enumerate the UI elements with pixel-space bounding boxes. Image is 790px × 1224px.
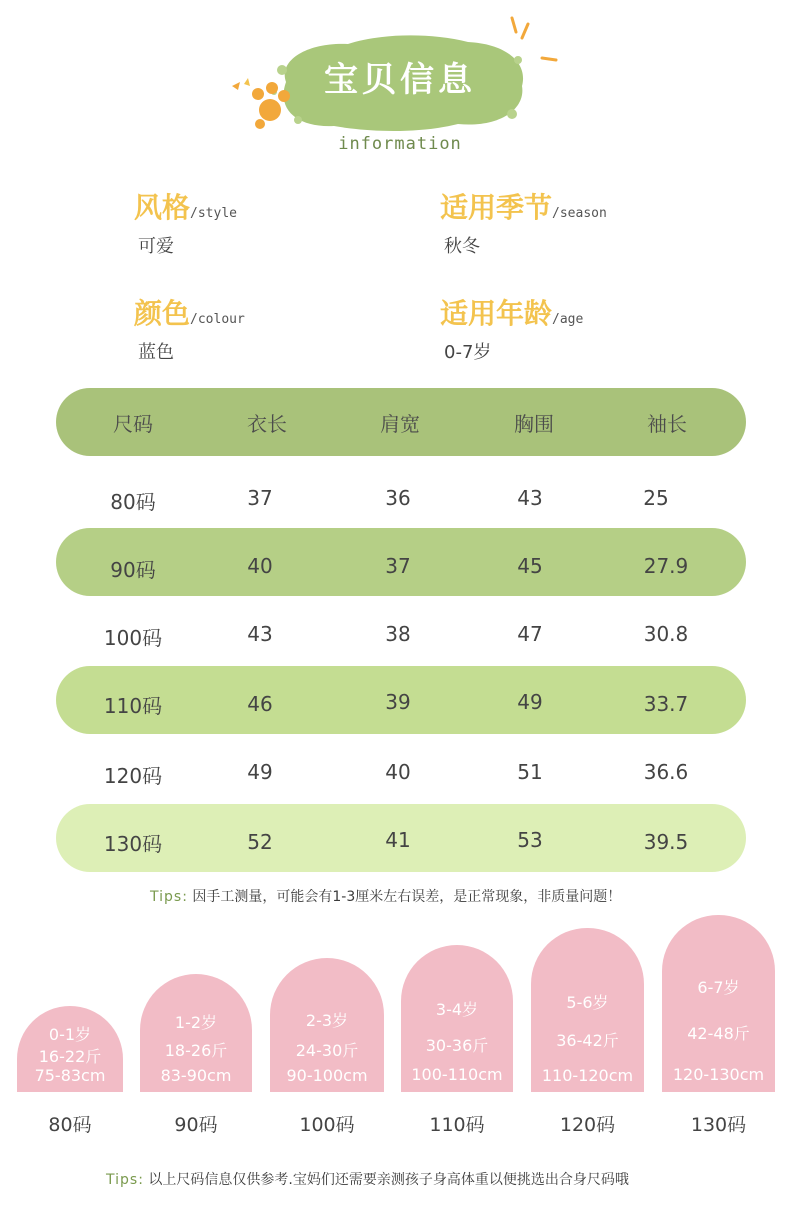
- table-header-cell: 衣长: [247, 412, 287, 436]
- table-cell: 36.6: [643, 760, 689, 784]
- guide-size-label: 80码: [48, 1114, 92, 1136]
- guide-weight: 18-26斤: [164, 1041, 228, 1060]
- table-cell: 43: [247, 622, 273, 646]
- table-cell: 38: [385, 622, 411, 646]
- table-cell: 49: [517, 690, 543, 714]
- size-guide-card: [17, 1006, 123, 1092]
- size-guide-card: [401, 945, 513, 1092]
- table-row: [56, 738, 746, 806]
- table-cell: 37: [247, 486, 273, 510]
- table-cell: 47: [517, 622, 543, 646]
- info-label-en: /colour: [190, 312, 245, 327]
- guide-height: 110-120cm: [541, 1066, 634, 1085]
- size-guide-card: [270, 958, 384, 1092]
- table-cell: 45: [517, 554, 543, 578]
- tips-text: 以上尺码信息仅供参考.宝妈们还需要亲测孩子身高体重以便挑选出合身尺码哦: [148, 1172, 629, 1188]
- size-table-header: [56, 388, 746, 456]
- guide-weight: 24-30斤: [295, 1041, 359, 1060]
- guide-age: 6-7岁: [697, 978, 740, 997]
- info-value: 蓝色: [138, 342, 174, 363]
- table-cell: 40: [247, 554, 273, 578]
- guide-height: 90-100cm: [286, 1066, 368, 1085]
- table-header-cell: 胸围: [514, 412, 554, 436]
- info-value: 0-7岁: [444, 342, 492, 363]
- guide-weight: 36-42斤: [556, 1031, 619, 1050]
- info-label: 风格: [134, 191, 191, 224]
- header: [0, 0, 790, 170]
- table-cell: 39: [385, 690, 411, 714]
- guide-size-label: 100码: [299, 1114, 355, 1136]
- size-guide-card: [531, 928, 644, 1092]
- info-label-en: /age: [552, 312, 584, 327]
- info-colour: [134, 292, 394, 372]
- table-cell: 120码: [103, 764, 163, 788]
- table-header-cell: 尺码: [113, 412, 153, 436]
- table-cell: 52: [247, 830, 273, 854]
- table-cell: 53: [517, 828, 543, 852]
- tips-measurement: [150, 886, 621, 906]
- table-cell: 80码: [110, 490, 156, 514]
- info-label: 适用季节: [440, 191, 553, 224]
- table-cell: 46: [247, 692, 273, 716]
- tips-text: 因手工测量，可能会有1-3厘米左右误差，是正常现象，非质量问题！: [192, 889, 622, 905]
- size-guide-card: [140, 974, 252, 1092]
- table-cell: 130码: [103, 832, 163, 856]
- table-row: [56, 464, 746, 532]
- info-label: 适用年龄: [440, 297, 553, 330]
- guide-age: 0-1岁: [48, 1025, 92, 1044]
- info-value: 可爱: [138, 236, 174, 257]
- guide-age: 1-2岁: [174, 1013, 218, 1032]
- info-label-en: /style: [190, 206, 237, 221]
- table-cell: 40: [385, 760, 411, 784]
- tips-reference: [106, 1169, 629, 1189]
- guide-height: 75-83cm: [34, 1066, 106, 1085]
- table-cell: 37: [385, 554, 411, 578]
- guide-age: 5-6岁: [566, 993, 609, 1012]
- table-row: [56, 600, 746, 668]
- guide-size-label: 90码: [174, 1114, 218, 1136]
- table-cell: 25: [643, 486, 669, 510]
- info-label-en: /season: [552, 206, 607, 221]
- table-cell: 110码: [103, 694, 163, 718]
- table-cell: 51: [517, 760, 543, 784]
- guide-height: 100-110cm: [411, 1065, 503, 1084]
- table-cell: 100码: [103, 626, 163, 650]
- info-label: 颜色: [134, 297, 191, 330]
- info-season: [440, 186, 740, 266]
- table-cell: 36: [385, 486, 411, 510]
- guide-size-label: 130码: [690, 1114, 747, 1136]
- page-subtitle: information: [338, 134, 462, 154]
- table-cell: 30.8: [643, 622, 689, 646]
- size-guide-card: [662, 915, 775, 1092]
- table-cell: 43: [517, 486, 543, 510]
- table-row: [56, 804, 746, 872]
- table-row: [56, 666, 746, 734]
- table-cell: 33.7: [643, 692, 689, 716]
- table-cell: 90码: [110, 558, 156, 582]
- table-cell: 41: [385, 828, 411, 852]
- guide-size-label: 120码: [559, 1114, 616, 1136]
- guide-weight: 42-48斤: [687, 1024, 750, 1043]
- page-title: 宝贝信息: [324, 60, 476, 100]
- guide-size-label: 110码: [429, 1114, 485, 1136]
- guide-weight: 30-36斤: [425, 1036, 489, 1055]
- table-row: [56, 528, 746, 596]
- guide-age: 2-3岁: [305, 1011, 349, 1030]
- guide-height: 120-130cm: [672, 1065, 765, 1084]
- table-cell: 49: [247, 760, 273, 784]
- sparkle-lines-decoration: [498, 14, 568, 74]
- guide-height: 83-90cm: [160, 1066, 232, 1085]
- tips-prefix: Tips:: [150, 889, 188, 905]
- info-age: [440, 292, 740, 372]
- info-value: 秋冬: [444, 236, 480, 257]
- table-cell: 39.5: [643, 830, 689, 854]
- info-style: [134, 186, 394, 266]
- table-header-cell: 肩宽: [380, 412, 420, 436]
- guide-age: 3-4岁: [435, 1000, 479, 1019]
- guide-weight: 16-22斤: [38, 1047, 102, 1066]
- tips-prefix: Tips:: [106, 1172, 144, 1188]
- table-cell: 27.9: [643, 554, 689, 578]
- paw-print-decoration: [226, 70, 296, 132]
- table-header-cell: 袖长: [647, 412, 687, 436]
